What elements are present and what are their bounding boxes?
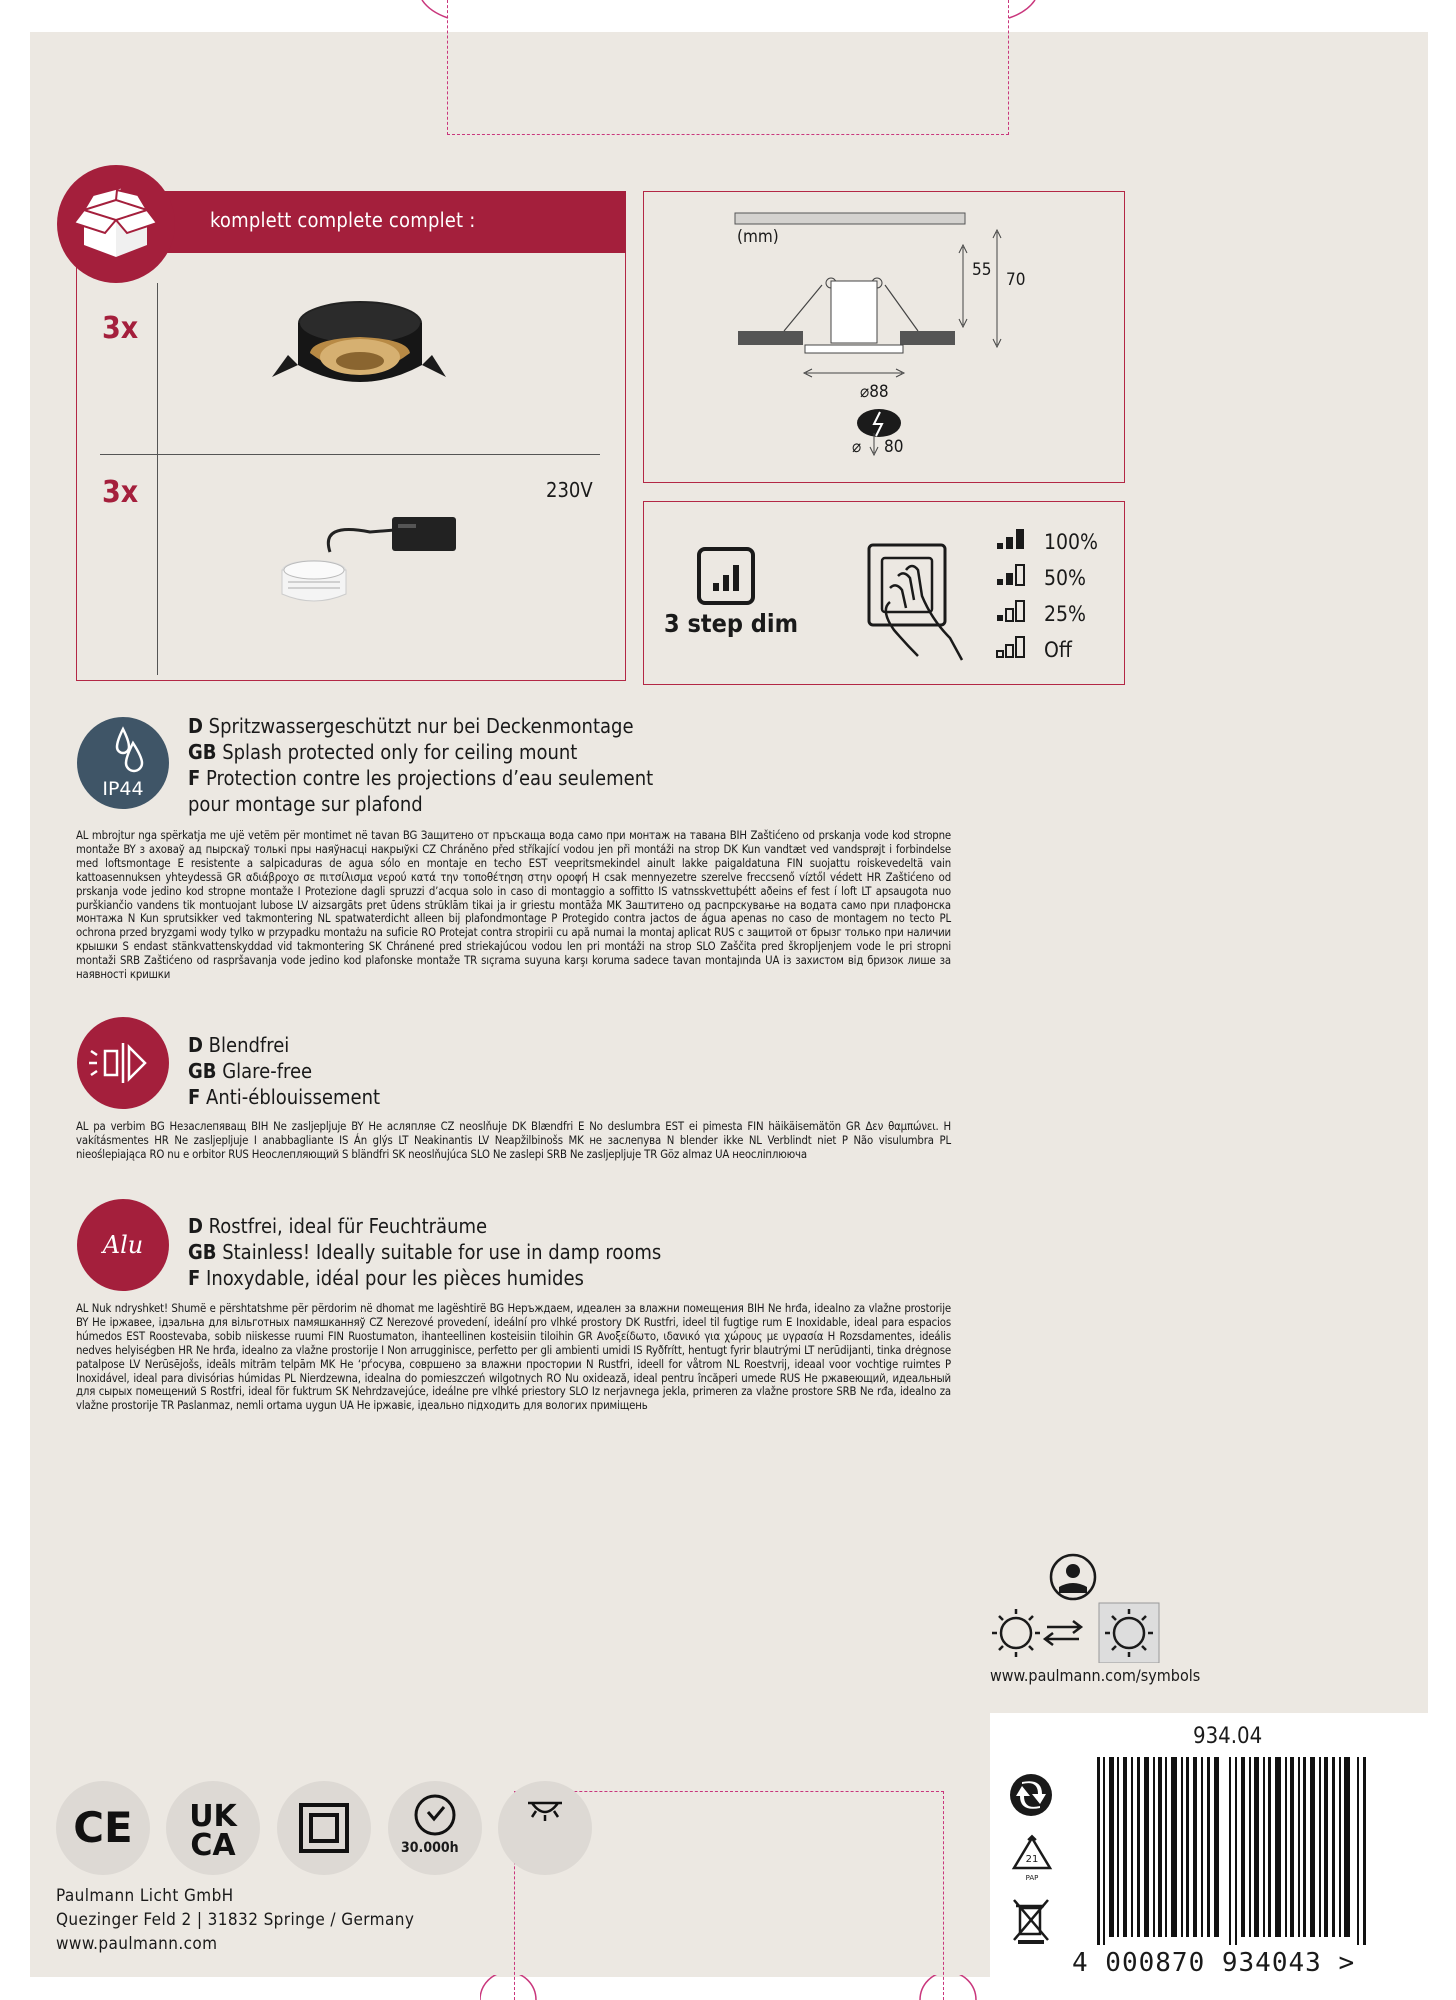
contents-title: komplett complete complet : <box>210 208 476 232</box>
ukca-mark-icon <box>166 1781 260 1875</box>
level-50-icon <box>997 565 1024 585</box>
lifetime-hours: 30.000h <box>401 1840 459 1856</box>
divider-horizontal <box>100 454 600 455</box>
diameter: ⌀88 <box>860 382 889 402</box>
divider-vertical <box>157 283 158 675</box>
barcode <box>1095 1757 1385 1945</box>
unit-label: (mm) <box>737 227 779 247</box>
level-off-icon <box>997 637 1024 657</box>
level-50: 50% <box>1044 566 1086 590</box>
ce-badge <box>56 1781 150 1875</box>
line-fr: F Protection contre les projections d’eau seulement <box>188 766 654 790</box>
feature-alu-translations: AL Nuk ndryshket! Shumë e përshtatshme për përdorim në dhomat me lagështirë BG Неръждаем, идеален за влажни помещения BIH Ne hrđa, idealno za vlažne prostorije BY Не іржавее, ідэальна для вільготных памяшканняў CZ Nerezové provedení, ideální pro vlhké prostory DK Rustfri, ideel til fugtige rum E Inoxidable, ideal para espacios húmedos EST Roostevaba, sobib niiskesse ruumi FIN Ruostumaton, ihanteellinen kosteisiin tiloihin GR Ανοξείδωτο, ιδανικό για χώρους με υγρασία H Rozsdamentes, ideális nedves helyiségben HR Ne hrđa, idealno za vlažne prostorije I Non arrugginisce, perfetto per gli ambienti umidi IS Ryðfrítt, hentugt fyrir blautrými LT nerūdijanti, tinka drėgnose patalpose LV Nerūsējošs, ideāls mitrām telpām MK Не ‘рѓосува, совршено за влажни простории N Rustfri, ideell for våtrom NL Roestvrij, ideaal voor vochtige ruimtes P Inoxidável, ideal para divisórias húmidas PL Nierdzewna, idealna do pomieszczeń wilgotnych RO Nu oxidează, ideal pentru încăperi umede RUS Не ржавеющий, идеальный для сырых помещений S Rostfri, ideal för fuktrum SK Nehrdzavejúce, ideálne pre vlhké priestory SLO Iz nerjavnega jekla, primeren za vlažne prostore SRB Ne rđa, idealno za vlažne prostorije TR Paslanmaz, nemli ortama uygun UA Не іржавіє, ідеально підходить для вологих приміщень <box>76 1302 951 1413</box>
feature-ip44-text <box>188 713 653 817</box>
svg-text:CE: CE <box>73 1803 133 1852</box>
line-fr-cont: pour montage sur plafond <box>188 792 423 816</box>
recycling-icon <box>1010 1834 1054 1884</box>
protection-class-ii-icon <box>277 1781 371 1875</box>
glare-free-icon <box>77 1017 169 1109</box>
level-25: 25% <box>1044 602 1086 626</box>
dieline-curve-left <box>420 0 450 20</box>
replaceable-light-source-icon <box>985 1553 1165 1663</box>
clock-icon <box>388 1781 482 1875</box>
line-de: D Spritzwassergeschützt nur bei Deckenmontage <box>188 714 634 738</box>
dieline-top <box>447 0 1009 135</box>
level-100-icon <box>997 529 1024 549</box>
svg-text:21: 21 <box>1025 1854 1039 1865</box>
line-de: D Rostfrei, ideal für Feuchträume <box>188 1214 488 1238</box>
light-source-badge <box>498 1781 592 1875</box>
dieline-curve-right <box>1007 0 1037 20</box>
company-address: Quezinger Feld 2 | 31832 Springe / Germany <box>56 1910 415 1930</box>
line-gb: GB Stainless! Ideally suitable for use in damp rooms <box>188 1240 662 1264</box>
line-fr: F Inoxydable, idéal pour les pièces humides <box>188 1266 584 1290</box>
symbols-url: www.paulmann.com/symbols <box>990 1666 1201 1685</box>
svg-text:PAP: PAP <box>1025 1874 1039 1882</box>
dieline-circles <box>480 1975 980 2000</box>
weee-bin-icon <box>1010 1896 1054 1946</box>
ip44-icon <box>77 717 169 809</box>
level-100: 100% <box>1044 530 1099 554</box>
ip44-badge <box>77 717 169 809</box>
lifetime-badge <box>388 1781 482 1875</box>
svg-text:CA: CA <box>190 1828 236 1863</box>
height-total: 70 <box>1006 270 1026 290</box>
led-light-icon <box>498 1781 592 1875</box>
feature-glare-text <box>188 1032 380 1110</box>
quantity-fixture: 3x <box>102 311 139 346</box>
svg-text:UK: UK <box>189 1799 237 1834</box>
line-gb: GB Glare-free <box>188 1059 313 1083</box>
class-ii-badge <box>277 1781 371 1875</box>
ce-mark-icon <box>56 1781 150 1875</box>
svg-text:Alu: Alu <box>102 1231 144 1259</box>
line-de: D Blendfrei <box>188 1033 290 1057</box>
height-inner: 55 <box>972 260 992 280</box>
cutout-symbol: ⌀ <box>852 437 862 457</box>
company-website[interactable]: www.paulmann.com <box>56 1934 218 1954</box>
line-gb: GB Splash protected only for ceiling mount <box>188 740 578 764</box>
dim-steps-icon <box>697 547 757 607</box>
alu-badge <box>77 1199 169 1291</box>
article-number: 934.04 <box>1193 1724 1263 1749</box>
ean-number: 4 000870 934043 > <box>1072 1948 1356 1978</box>
dim-label: 3 step dim <box>664 609 799 638</box>
glare-free-badge <box>77 1017 169 1109</box>
box-badge <box>57 165 175 283</box>
level-bars-icons <box>995 527 1035 662</box>
cutout-diameter: 80 <box>884 437 904 457</box>
feature-ip44-translations: AL mbrojtur nga spërkatja me ujë vetëm për montimet në tavan BG Защитено от пръскаща вода само при монтаж на тавана BIH Zaštićeno od prskanja vode kod stropne montaže BY з аховаў ад пырскаў толькі пры наяўнасці накрыўкі CZ Chráněno před stříkající vodou jen při montáži na strop DK Kun vandtæt ved vandsprøjt i forbindelse med loftsmontage E resistente a salpicaduras de agua sólo en montaje en techo EST veepritsmekindel ainult lakke paigaldatuna FIN suojattu roiskevedeltä vain kattoasennuksen yhteydessä GR αδιάβροχο σε πιτσίλισμα νερού κατά την τοποθέτηση στην οροφή H csak mennyezetre szerelve freccsenő víztől védett HR Zaštićeno od prskanja vode jedino kod stropne montaže I Protezione dagli spruzzi d’acqua solo in caso di montaggio a soffitto IS vatnsskvettuþétt aðeins ef fest í loft LT apsaugota nuo purškiančio vandens tik montuojant lubose LV aizsargāts pret ūdens strūklām tikai ja ir griestu montāža MK Заштитено од распрскување на водата само при плафонска монтажа N Kun sprutsikker ved takmontering NL spatwaterdicht alleen bij plafondmontage P Protegido contra jactos de água apenas no caso de montagem no tecto PL ochrona przed bryzgami wody tylko w przypadku montażu na suficie RO Protejat contra stropirii cu apă numai la montaj aplicat RUS с защитой от брызг только при наличии крышки S endast stänkvattenskyddad vid takmontering SK Chránené pred striekajúcou vodou len pri montáži na strop SLO Zaščita pred škropljenjem vode le pri stropni montaži SRB Zaštićeno od raspršavanja vode jedino kod plafonske montaže TR sıçrama suyuna karşı koruma sadece tavan montajında UA із захистом від бризок лише за наявності кришки <box>76 829 951 982</box>
ukca-badge <box>166 1781 260 1875</box>
feature-glare-translations: AL pa verbim BG Незаслепяващ BIH Ne zasljepljuje BY Не асляпляе CZ neoslňuje DK Blændfri E No deslumbra EST ei pimesta FIN häikäisemätön GR Δεν θαμπώνει. H vakításmentes HR Ne zasljepljuje I anabbagliante IS Án glýs LT Neakinantis LV Neapžilbinošs MK не заслепува N blender ikke NL Verblindt niet P Não visulumbra PL nieoślepiająca RO nu e orbitor RUS Неослепляющий S bländfri SK neoslňujúca SLO Ne zaslepi SRB Ne zasljepljuje TR Göz almaz UA неосліплююча <box>76 1120 951 1161</box>
level-off: Off <box>1044 638 1072 662</box>
svg-text:IP44: IP44 <box>102 778 144 800</box>
company-name: Paulmann Licht GmbH <box>56 1886 234 1906</box>
led-module-image <box>280 512 470 612</box>
feature-alu-text <box>188 1213 661 1291</box>
quantity-module: 3x <box>102 475 139 510</box>
package-icon <box>57 165 175 283</box>
wall-switch-hand-icon <box>866 540 966 665</box>
downlight-fixture-image <box>268 295 468 405</box>
voltage-label: 230V <box>546 478 593 502</box>
level-25-icon <box>997 601 1024 621</box>
green-dot-icon <box>1008 1772 1054 1818</box>
contents-banner <box>98 191 626 253</box>
line-fr: F Anti-éblouissement <box>188 1085 381 1109</box>
alu-icon <box>77 1199 169 1291</box>
